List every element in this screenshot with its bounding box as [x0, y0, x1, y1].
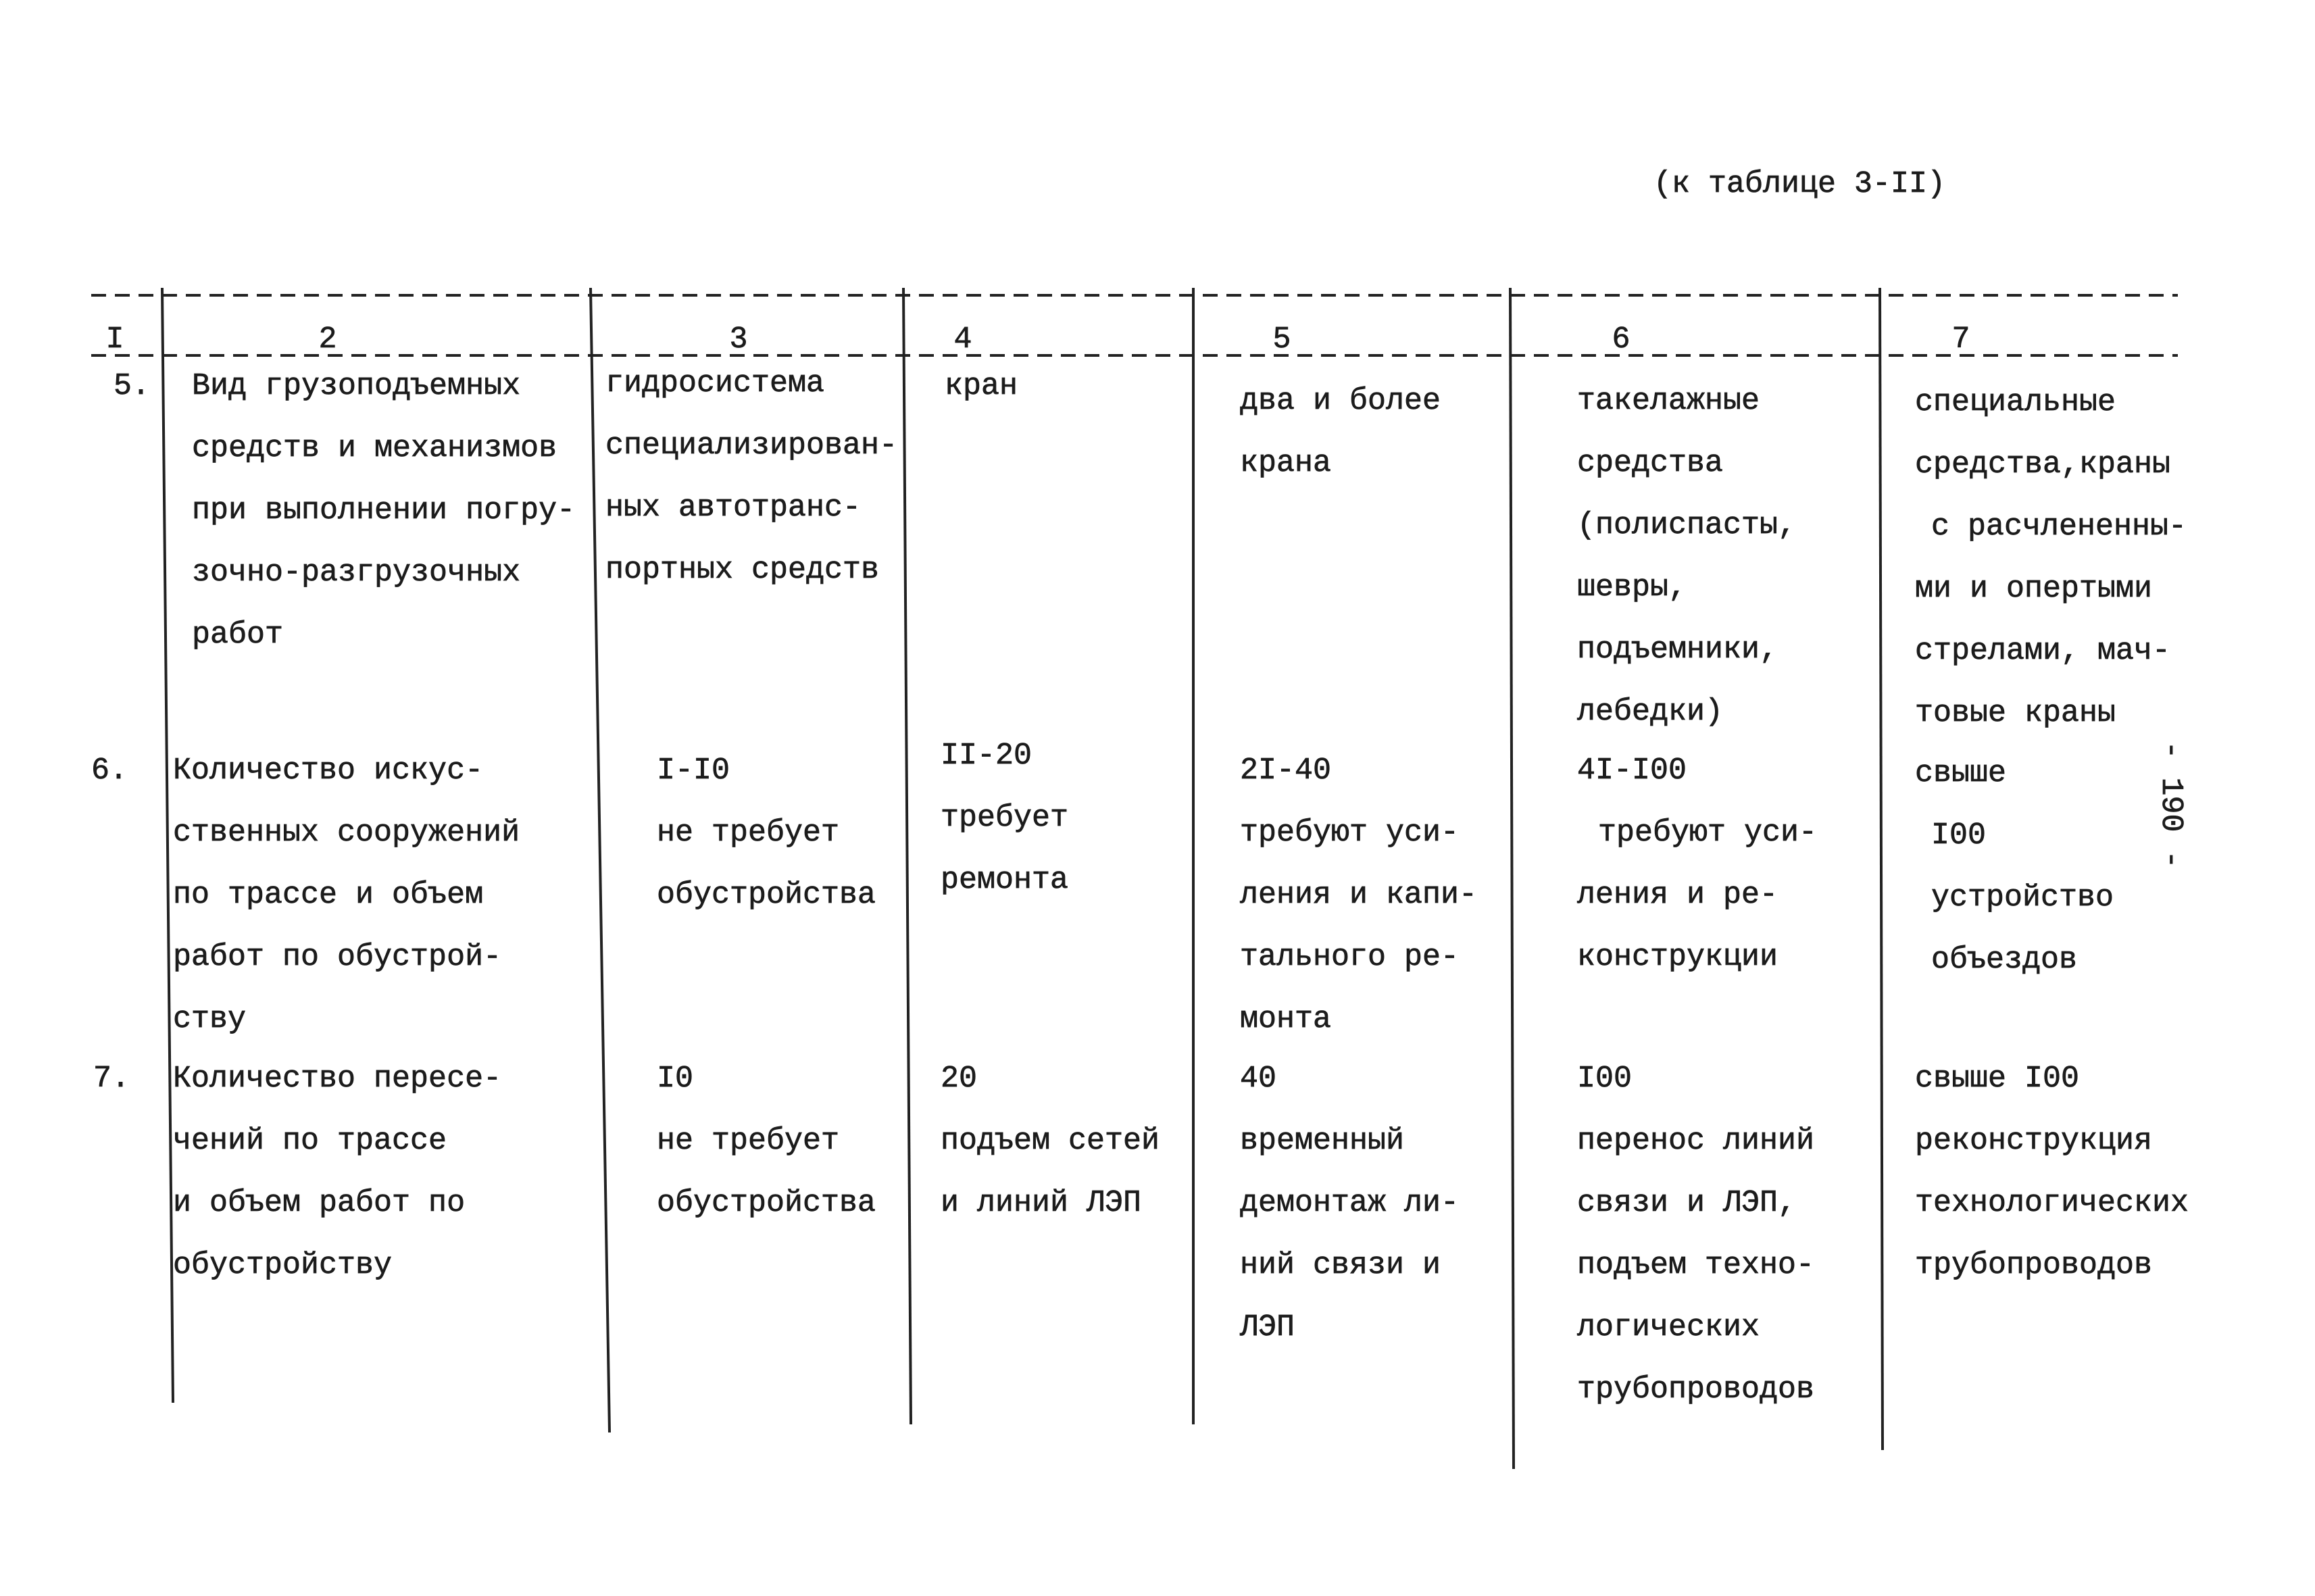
cell-line: требуют уси- [1240, 816, 1460, 850]
cell-line: ремонта [941, 863, 1069, 897]
cell-line: 2I-40 [1240, 753, 1332, 788]
cell-line: обустройства [657, 878, 876, 912]
cell-line: ству [173, 1002, 247, 1037]
row-5-col-2-cell [192, 355, 575, 666]
column-number: 5 [1272, 322, 1291, 357]
cell-line: кран [945, 369, 1018, 403]
cell-line: чений по трассе [173, 1124, 447, 1158]
column-number: 7 [1951, 322, 1970, 357]
cell-line: ЛЭП [1240, 1310, 1295, 1345]
cell-line: работ по обустрой- [173, 940, 502, 974]
cell-line: подъемники, [1577, 632, 1778, 667]
cell-line: 40 [1240, 1062, 1277, 1096]
cell-line: ми и опертыми [1915, 572, 2153, 606]
cell-line: (полиспасты, [1577, 508, 1797, 543]
cell-line: по трассе и объем [173, 878, 484, 912]
cell-line: товые краны [1915, 696, 2116, 730]
row-5-col-5-cell [1240, 370, 1441, 495]
cell-line: I00 [1931, 818, 1987, 853]
cell-line: I00 [1577, 1062, 1633, 1096]
row-5-col-4-cell [945, 355, 1018, 418]
row-7-col-5-cell [1240, 1048, 1459, 1359]
cell-line: реконструкция [1915, 1124, 2153, 1158]
row-6-col-7-cell [1915, 743, 2114, 991]
column-rule-3 [903, 288, 911, 1424]
cell-line: гидросистема [605, 366, 825, 401]
cell-line: демонтаж ли- [1240, 1186, 1460, 1220]
row-7-col-3-cell [657, 1048, 876, 1235]
cell-line: специализирован- [605, 428, 898, 463]
cell-line: лебедки) [1577, 695, 1724, 729]
cell-line: подъем сетей [941, 1124, 1160, 1158]
cell-line: трубопроводов [1915, 1248, 2153, 1282]
cell-line: и объем работ по [173, 1186, 466, 1220]
column-rule-6 [1880, 288, 1883, 1450]
row-5-col-7-cell [1915, 372, 2187, 745]
cell-line: обустройству [173, 1248, 393, 1282]
cell-line: ственных сооружений [173, 816, 520, 850]
cell-line: ления и капи- [1240, 878, 1478, 912]
cell-line: тального ре- [1240, 940, 1460, 974]
cell-line: с расчлененны- [1931, 509, 2187, 544]
cell-line: требуют уси- [1598, 816, 1818, 850]
table-reference: (к таблице 3-II) [1653, 167, 1946, 201]
column-number: I [105, 322, 124, 357]
cell-line: Вид грузоподъемных [192, 369, 521, 403]
cell-line: зочно-разгрузочных [192, 555, 521, 590]
cell-line: конструкции [1577, 940, 1778, 974]
column-rule-1 [162, 288, 173, 1403]
cell-line: крана [1240, 446, 1332, 480]
cell-line: Количество искус- [173, 753, 484, 788]
column-number: 3 [729, 322, 748, 357]
cell-line: временный [1240, 1124, 1405, 1158]
cell-line: 4I-I00 [1577, 753, 1687, 788]
column-rule-5 [1510, 288, 1514, 1469]
row-5-col-3-cell [605, 353, 897, 601]
cell-line: объездов [1931, 943, 2078, 977]
row-7-col-6-cell [1577, 1048, 1814, 1421]
cell-line: монта [1240, 1002, 1332, 1037]
row-6-col-6-cell [1577, 740, 1817, 989]
cell-line: специальные [1915, 385, 2116, 420]
cell-line: трубопроводов [1577, 1372, 1815, 1407]
row-6-col-4-cell [941, 725, 1068, 912]
row-5-col-6-cell [1577, 370, 1796, 743]
cell-line: не требует [657, 1124, 840, 1158]
cell-line: ления и ре- [1577, 878, 1778, 912]
cell-line: ных автотранс- [605, 491, 862, 525]
row-7-col-2-cell [173, 1048, 501, 1297]
cell-line: два и более [1240, 384, 1441, 418]
row-number: 7. [93, 1062, 130, 1096]
cell-line: такелажные [1577, 384, 1760, 418]
cell-line: II-20 [941, 739, 1032, 773]
cell-line: средства,краны [1915, 447, 2171, 482]
cell-line: требует [941, 801, 1069, 835]
cell-line: технологических [1915, 1186, 2189, 1220]
cell-line: ний связи и [1240, 1248, 1441, 1282]
cell-line: портных средств [605, 553, 880, 587]
cell-line: и линий ЛЭП [941, 1186, 1142, 1220]
cell-line: логических [1577, 1310, 1760, 1345]
column-number: 6 [1612, 322, 1631, 357]
page-number: - 190 - [2154, 741, 2188, 869]
cell-line: I-I0 [657, 753, 730, 788]
cell-line: обустройства [657, 1186, 876, 1220]
row-number: 5. [114, 369, 151, 403]
row-6-col-3-cell [657, 740, 876, 926]
cell-line: не требует [657, 816, 840, 850]
cell-line: шевры, [1577, 570, 1687, 605]
cell-line: при выполнении погру- [192, 493, 576, 528]
cell-line: средств и механизмов [192, 431, 557, 466]
row-6-col-2-cell [173, 740, 520, 1051]
cell-line: связи и ЛЭП, [1577, 1186, 1797, 1220]
row-number: 6. [91, 753, 128, 788]
cell-line: Количество пересе- [173, 1062, 502, 1096]
cell-line: 20 [941, 1062, 978, 1096]
cell-line: подъем техно- [1577, 1248, 1815, 1282]
row-7-col-4-cell [941, 1048, 1160, 1235]
row-7-col-7-cell [1915, 1048, 2189, 1297]
cell-line: I0 [657, 1062, 694, 1096]
cell-line: свыше I00 [1915, 1062, 2080, 1096]
cell-line: работ [192, 618, 284, 652]
cell-line: устройство [1931, 880, 2114, 915]
column-number: 2 [318, 322, 337, 357]
cell-line: средства [1577, 446, 1724, 480]
column-number: 4 [953, 322, 972, 357]
cell-line: свыше [1915, 756, 2007, 791]
cell-line: стрелами, мач- [1915, 634, 2171, 668]
row-6-col-5-cell [1240, 740, 1477, 1051]
cell-line: перенос линий [1577, 1124, 1815, 1158]
